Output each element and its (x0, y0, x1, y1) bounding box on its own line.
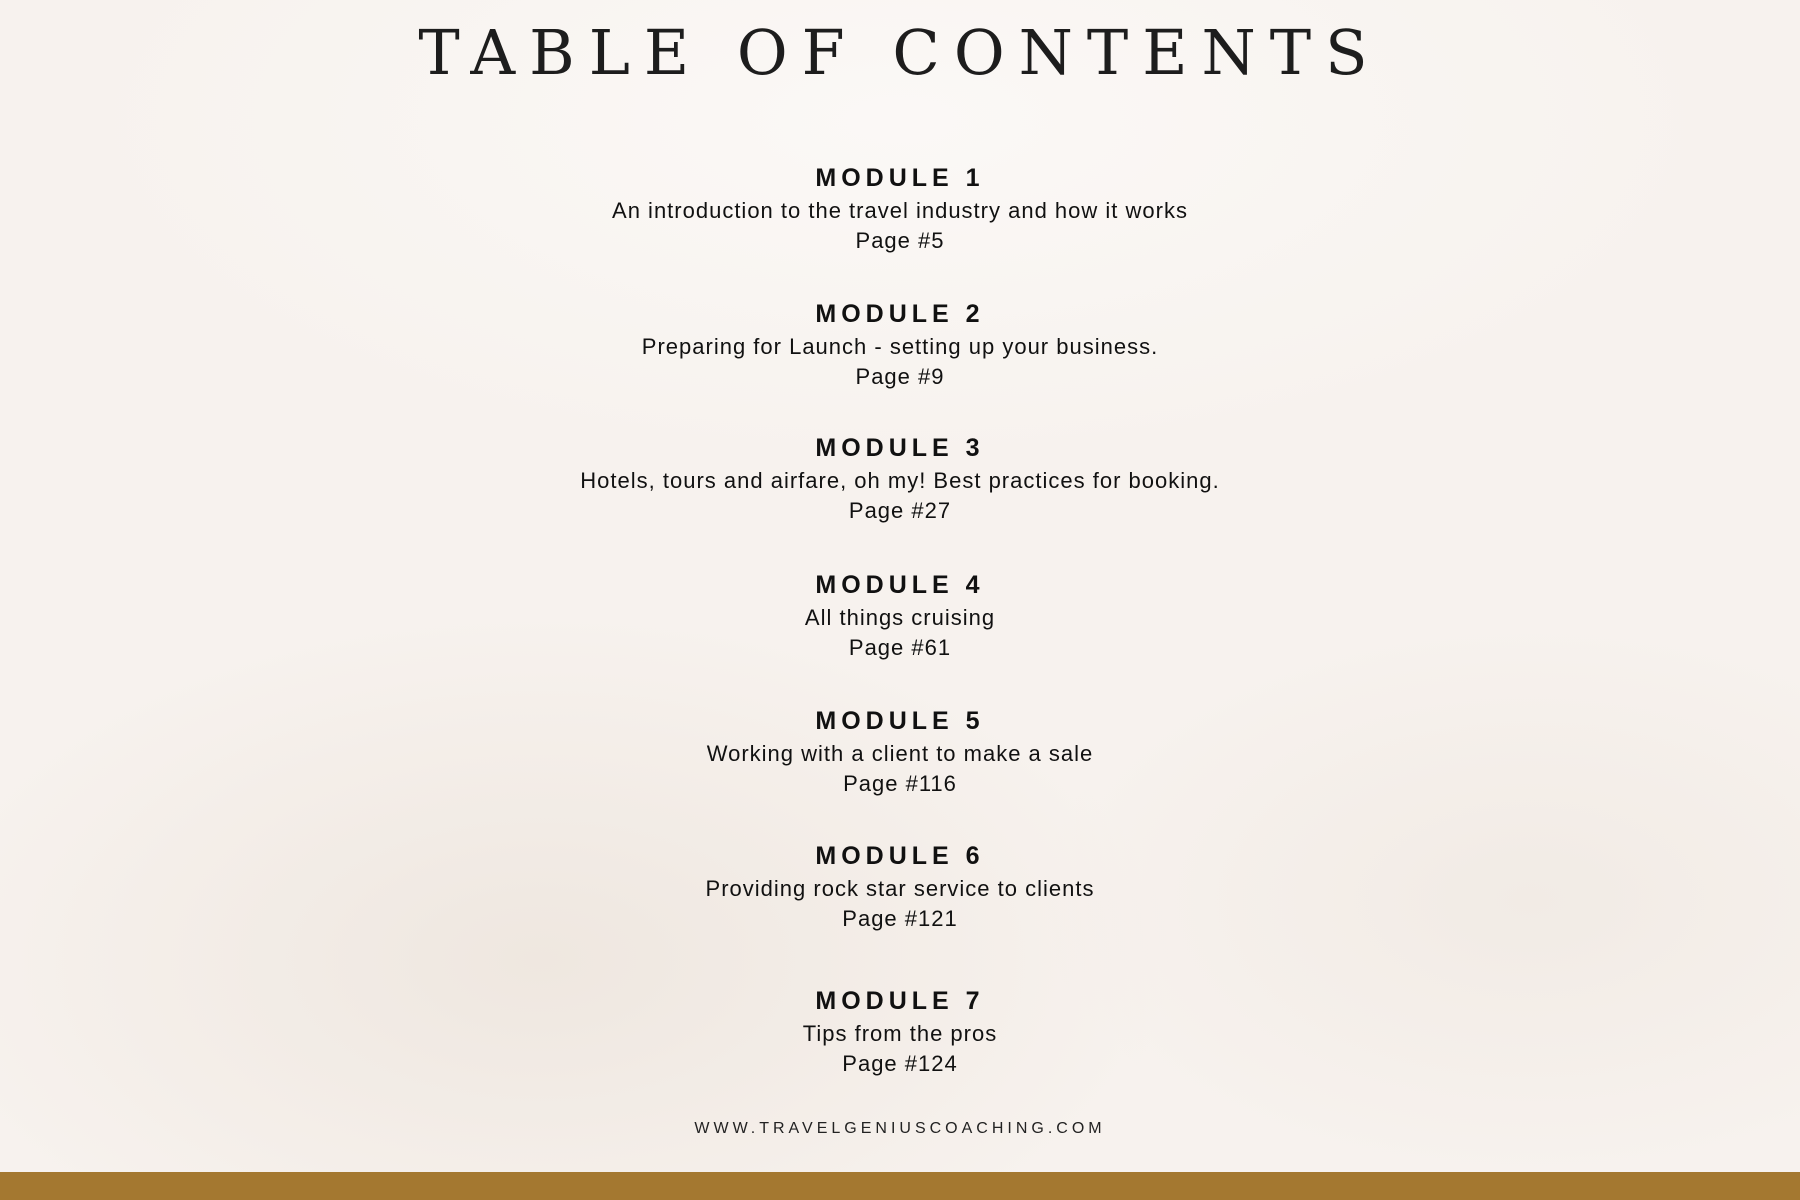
module-page-number: Page #124 (842, 1051, 958, 1076)
module-page-number: Page #9 (855, 364, 945, 389)
module-2-entry (0, 296, 1800, 392)
module-page-number: Page #121 (842, 906, 958, 931)
module-description: Providing rock star service to clients (705, 876, 1095, 901)
module-description: Working with a client to make a sale (706, 741, 1094, 766)
footer-website-url: WWW.TRAVELGENIUSCOACHING.COM (694, 1120, 1106, 1137)
module-page-number: Page #61 (848, 635, 952, 660)
module-page-number: Page #116 (843, 771, 957, 796)
module-heading: MODULE 3 (815, 434, 985, 462)
module-heading: MODULE 5 (815, 707, 985, 735)
module-heading: MODULE 2 (815, 300, 985, 328)
module-description: Preparing for Launch - setting up your business. (641, 334, 1159, 359)
footer-accent-bar (0, 1172, 1800, 1200)
module-heading: MODULE 6 (815, 842, 985, 870)
module-description: An introduction to the travel industry and how it works (612, 198, 1188, 223)
module-heading: MODULE 1 (815, 164, 985, 192)
module-heading: MODULE 4 (815, 571, 985, 599)
module-1-entry (0, 160, 1800, 256)
module-4-entry (0, 567, 1800, 663)
module-description: Tips from the pros (802, 1021, 998, 1046)
module-page-number: Page #5 (855, 228, 945, 253)
module-3-entry (0, 430, 1800, 526)
module-description: All things cruising (804, 605, 996, 630)
module-6-entry (0, 838, 1800, 934)
page-title: TABLE OF CONTENTS (418, 16, 1382, 89)
module-heading: MODULE 7 (815, 987, 985, 1015)
module-5-entry (0, 703, 1800, 799)
module-description: Hotels, tours and airfare, oh my! Best practices for booking. (580, 468, 1220, 493)
module-7-entry (0, 983, 1800, 1079)
module-page-number: Page #27 (848, 498, 952, 523)
